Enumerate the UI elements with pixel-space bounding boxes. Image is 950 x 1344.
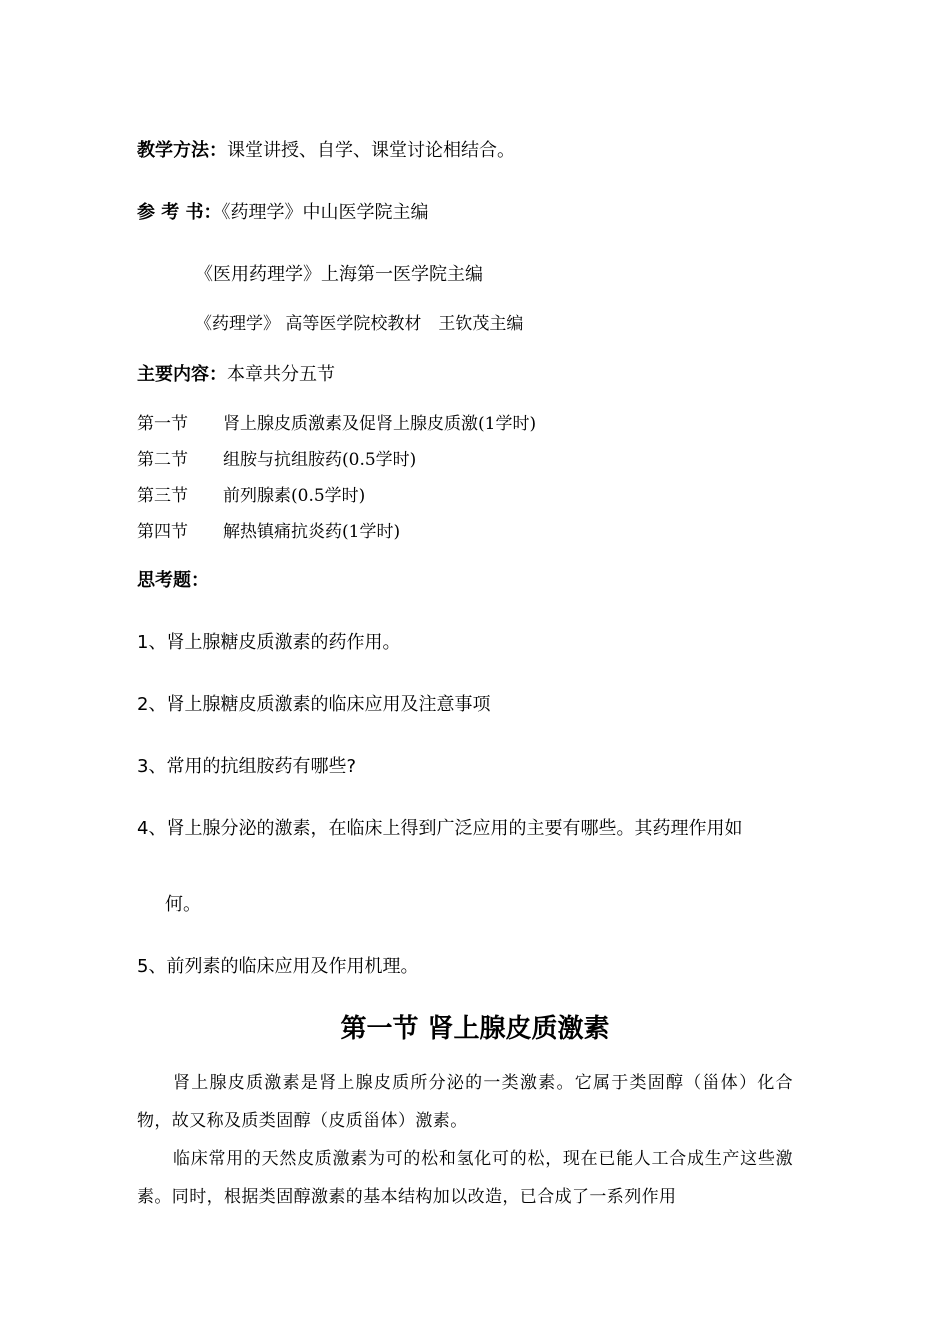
question-item: 5、前列素的临床应用及作用机理。 xyxy=(137,956,419,977)
section-row xyxy=(137,416,536,433)
section-title: 肾上腺皮质激素及促肾上腺皮质激(1学时) xyxy=(223,414,537,434)
teaching-method-value: 课堂讲授、自学、课堂讨论相结合。 xyxy=(227,140,515,161)
section-number: 第四节 xyxy=(137,522,188,542)
question-item-continuation: 何。 xyxy=(165,894,201,915)
reference-item: 《医用药理学》上海第一医学院主编 xyxy=(195,264,483,285)
question-item: 3、常用的抗组胺药有哪些? xyxy=(137,756,357,777)
references-label: 参 考 书： xyxy=(137,202,222,223)
reference-row-1 xyxy=(137,204,429,222)
section-number: 第三节 xyxy=(137,486,188,506)
question-item: 1、肾上腺糖皮质激素的药作用。 xyxy=(137,632,401,653)
section-row xyxy=(137,524,400,541)
main-content-row xyxy=(137,366,335,384)
main-content-label: 主要内容： xyxy=(137,364,227,385)
main-content-value: 本章共分五节 xyxy=(227,364,335,385)
teaching-method-label: 教学方法： xyxy=(137,140,227,161)
reference-item: 《药理学》 高等医学院校教材 王钦茂主编 xyxy=(195,314,524,334)
section-row xyxy=(137,452,416,469)
chapter-title: 第一节 肾上腺皮质激素 xyxy=(340,1014,610,1044)
section-number: 第二节 xyxy=(137,450,188,470)
section-title: 前列腺素(0.5学时) xyxy=(223,486,366,506)
question-item: 4、肾上腺分泌的激素，在临床上得到广泛应用的主要有哪些。其药理作用如 xyxy=(137,818,743,839)
section-number: 第一节 xyxy=(137,414,188,434)
reference-item: 《药理学》中山医学院主编 xyxy=(221,202,429,223)
section-title: 组胺与抗组胺药(0.5学时) xyxy=(223,450,417,470)
teaching-method-row xyxy=(137,142,515,160)
section-row xyxy=(137,488,365,505)
questions-label: 思考题： xyxy=(137,570,209,591)
body-paragraph: 肾上腺皮质激素是肾上腺皮质所分泌的一类激素。它属于类固醇（甾体）化合物，故又称及质类固醇（皮质甾体）激素。 xyxy=(137,1073,793,1131)
section-title: 解热镇痛抗炎药(1学时) xyxy=(223,522,401,542)
question-item: 2、肾上腺糖皮质激素的临床应用及注意事项 xyxy=(137,694,491,715)
body-paragraph: 临床常用的天然皮质激素为可的松和氢化可的松，现在已能人工合成生产这些激素。同时，根据类固醇激素的基本结构加以改造，已合成了一系列作用 xyxy=(137,1149,793,1207)
